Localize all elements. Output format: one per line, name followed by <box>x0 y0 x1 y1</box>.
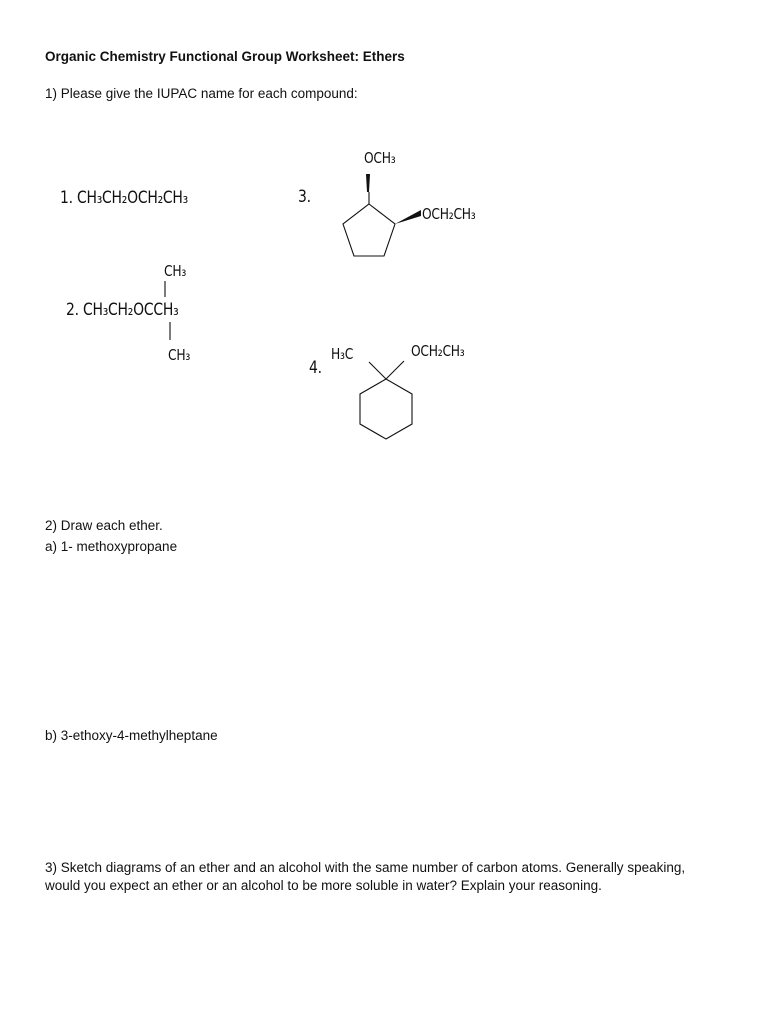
worksheet-title: Organic Chemistry Functional Group Worksheet: Ethers <box>45 49 405 64</box>
compound-3-ethoxy-label: OCH₂CH₃ <box>422 205 476 223</box>
cyclopentane-ring <box>343 204 395 256</box>
compound-4-ethoxy-label: OCH₂CH₃ <box>411 342 465 360</box>
compound-4-ethoxy-bond <box>386 361 404 379</box>
question-2-prompt: 2) Draw each ether. <box>45 518 163 533</box>
compound-3-methoxy-label: OCH₃ <box>364 149 396 167</box>
question-1-prompt: 1) Please give the IUPAC name for each compound: <box>45 86 358 101</box>
compound-3-number: 3. <box>298 187 311 207</box>
compound-2-bottom-methyl: CH₃ <box>168 346 191 364</box>
compound-1-formula: 1. CH₃CH₂OCH₂CH₃ <box>60 188 188 208</box>
compound-4-number: 4. <box>309 358 322 378</box>
compound-4-methyl-bond <box>369 362 386 379</box>
compound-2-top-methyl: CH₃ <box>164 262 187 280</box>
question-2b: b) 3-ethoxy-4-methylheptane <box>45 728 218 743</box>
question-2a: a) 1- methoxypropane <box>45 539 178 554</box>
question-3-prompt: 3) Sketch diagrams of an ether and an alcohol with the same number of carbon atoms. Generally speaking, would you expect an ether or an alcohol to be more soluble in water? Explain your reasoning. <box>45 860 686 893</box>
compound-4-methyl-label: H₃C <box>331 345 354 363</box>
cyclohexane-ring <box>360 379 412 439</box>
compound-2-formula: 2. CH₃CH₂OCCH₃ <box>66 300 179 320</box>
compound-3-wedge-bond-right <box>395 210 421 224</box>
compound-3-wedge-bond-top <box>366 174 370 192</box>
